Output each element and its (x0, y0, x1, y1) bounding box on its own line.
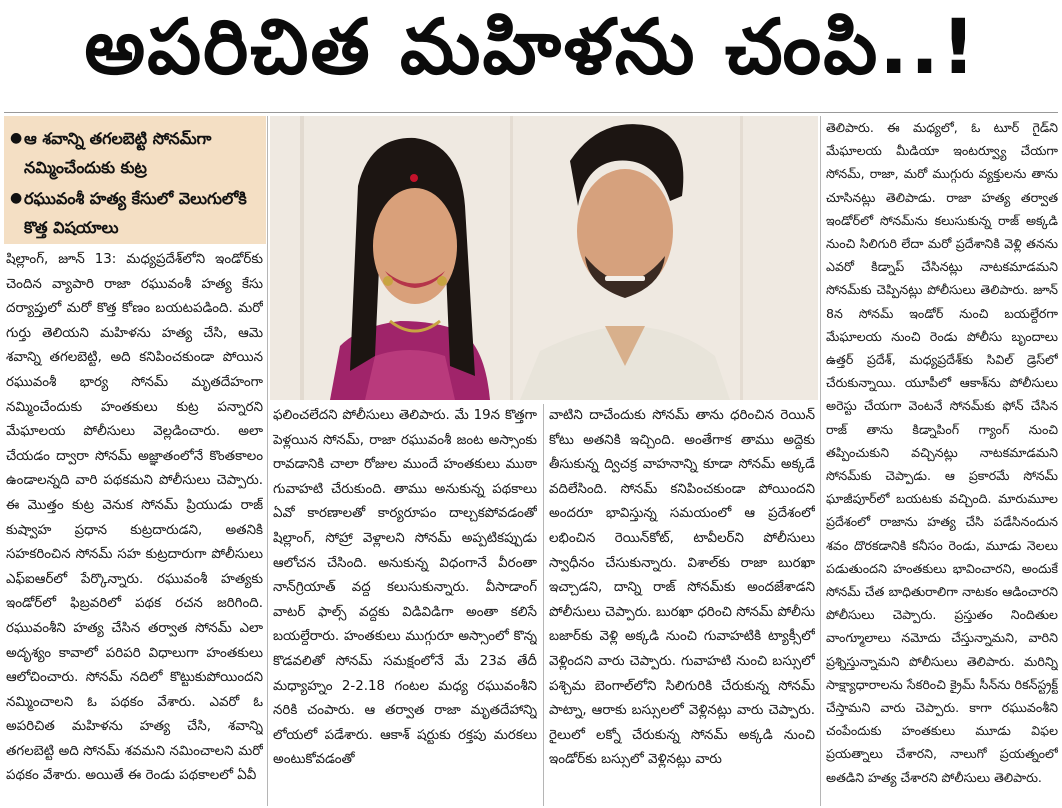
headline-rule (4, 112, 1058, 113)
bullet-icon: ● (10, 130, 23, 146)
article-column-4 (826, 116, 1058, 806)
highlight-item (10, 124, 260, 182)
column-divider (543, 404, 544, 806)
column-divider (267, 116, 268, 806)
article-text: ఫలించలేదని పోలీసులు తెలిపారు. మే 19న కొత్తగా పెళ్లయిన సోనమ్, రాజా రఘువంశీ జంట అస్సాంకు రావడానికి చాలా రోజుల ముందే హంతకులు ముఠా గువాహటి చేరుకుంది. తాము అనుకున్న పథకాలు ఏవో కారణాలతో కార్యరూపం దాల్చకపోవడంతో షిల్లాంగ్, సోహ్రా వెళ్లాలని సోనమ్ అప్పటికప్పుడు ఆలోచన చేసింది. అనుకున్న విధంగానే వీరంతా నాన్‌గ్రియాత్ వద్ద కలుసుకున్నారు. వీసాడాంగ్ వాటర్ ఫాల్స్ వద్దకు విడివిడిగా అంతా కలిసే బయల్దేరారు. హంతకులు ముగ్గురూ అస్సాంలో కొన్న కొడవలితో సోనమ్ సమక్షంలోనే మే 23వ తేదీ మధ్యాహ్నం 2-2.18 గంటల మధ్య రఘువంశీని నరికి చంపారు. ఆ తర్వాత రాజా మృతదేహాన్ని లోయలో పడేశారు. ఆకాశ్ షర్టుకు రక్తపు మరకలు అంటుకోవడంతో (273, 408, 537, 768)
column-divider (820, 116, 821, 806)
highlights-box (4, 116, 266, 244)
article-text: షిల్లాంగ్, జూన్ 13: మధ్యప్రదేశ్‌లోని ఇండోర్‌కు చెందిన వ్యాపారి రాజా రఘువంశీ హత్య కేసు దర్యాప్తులో మరో కొత్త కోణం బయటపడింది. మరో గుర్తు తెలియని మహిళను హత్య చేసి, ఆమె శవాన్ని తగలబెట్టి, అది కనిపించకుండా పోయిన రఘువంశీ భార్య సోనమ్ మృతదేహంగా నమ్మించేందుకు హంతకులు కుట్ర పన్నారని మేఘాలయ పోలీసులు వెల్లడించారు. అలా చేయడం ద్వారా సోనమ్ అజ్ఞాతంలోనే కొంతకాలం ఉండాలన్నది వారి పథకమని పోలీసులు చెప్పారు. ఈ మొత్తం కుట్ర వెనుక సోనమ్ ప్రియుడు రాజ్ కుష్వాహ ప్రధాన కుట్రదారుడని, అతనికి సహకరించిన సోనమ్ సహ కుట్రదారుగా పోలీసులు ఎఫ్ఐఆర్‌లో పేర్కొన్నారు. రఘువంశీ హత్యకు ఇండోర్‌లో ఫిబ్రవరిలో పథక రచన జరిగింది. రఘువంశీని హత్య చేసిన తర్వాత సోనమ్ ఎలా అదృశ్యం కావాలో పరిపరి విధాలుగా హంతకులు ఆలోచించారు. సోనమ్ నదిలో కొట్టుకుపోయిందని నమ్మించాలని ఓ పథకం వేశారు. ఎవరో ఓ అపరిచిత మహిళను హత్య చేసి, శవాన్ని తగలబెట్టి అది సోనమ్ శవమని నమించాలని మరో పథకం వేశారు. అయితే ఈ రెండు పథకాలలో ఏవీ (6, 252, 263, 784)
couple-photo (270, 116, 818, 400)
article-column-1 (6, 248, 263, 806)
photo-illustration (270, 116, 818, 400)
article-text: తెలిపారు. ఈ మధ్యలో, ఓ టూర్ గైడ్‌ని మేఘాలయ మీడియా ఇంటర్వ్యూ చేయగా సోనమ్, రాజా, మరో ముగ్గురు వ్యక్తులను తాను చూసినట్లు తెలిపాడు. రాజా హత్య తర్వాత ఇండోర్‌లో సోనమ్‌ను కలుసుకున్న రాజ్ అక్కడి నుంచి సిలిగురి లేదా మరో ప్రదేశానికి వెళ్లి తనను ఎవరో కిడ్నాప్ చేసినట్లు నాటకమాడమని సోనమ్‌కు చెప్పినట్లు పోలీసులు తెలిపారు. జూన్ 8న సోనమ్ ఇండోర్ నుంచి బయల్దేరగా మేఘాలయ నుంచి రెండు పోలీసు బృందాలు ఉత్తర్ ప్రదేశ్, మధ్యప్రదేశ్‌కు సివిల్ డ్రెస్‌లో చేరుకున్నాయి. యూపీలో ఆకాశ్‌ను పోలీసులు అరెస్టు చేయగా వెంటనే సోనమ్‌కు ఫోన్ చేసిన రాజ్ తాను కిడ్నాపింగ్ గ్యాంగ్ నుంచి తప్పించుకుని వచ్చినట్లు నాటకమాడమని సోనమ్‌కు చెప్పాడు. ఆ ప్రకారమే సోనమ్ ఘాజీపూర్‌లో బయటకు వచ్చింది. మారుమూల ప్రదేశంలో రాజాను హత్య చేసి పడేసినందున శవం దొరకడానికి కనీసం రెండు, మూడు నెలలు పడుతుందని హంతకులు భావించారని, అందుకే సోనమ్ చేత బాధితురాలిగా నాటకం ఆడించారని పోలీసులు చెప్పారు. ప్రస్తుతం నిందితుల వాంగ్మూలాలు నమోదు చేస్తున్నామని, వారిని ప్రశ్నిస్తున్నామని పోలీసులు తెలిపారు. మరిన్ని సాక్ష్యాధారాలను సేకరించి క్రైమ్ సీన్‌ను రికన్‌స్ట్రక్ట్ చేస్తామని వారు చెప్పారు. కాగా రఘువంశీని చంపేందుకు హంతకులు మూడు విఫల ప్రయత్నాలు చేశారని, నాలుగో ప్రయత్నంలో అతడిని హత్య చేశారని పోలీసులు తెలిపారు. (826, 120, 1058, 785)
article-column-3 (549, 404, 815, 806)
highlight-text: రఘువంశీ హత్య కేసులో వెలుగులోకి కొత్త విషయాలు (24, 189, 247, 237)
article-text: వాటిని దాచేందుకు సోనమ్ తాను ధరించిన రెయిన్ కోటు అతనికి ఇచ్చింది. అంతేగాక తాము అద్దెకు తీసుకున్న ద్విచక్ర వాహనాన్ని కూడా సోనమ్ అక్కడే వదిలేసింది. సోనమ్ కనిపించకుండా పోయిందని అందరూ భావిస్తున్న సమయంలో ఆ ప్రదేశంలో లభించిన రెయిన్‌కోట్, టావీలర్‌ని పోలీసులు స్వాధీనం చేసుకున్నారు. విశాల్‌కు రాజా బురఖా ఇచ్చాడని, దాన్ని రాజ్ సోనమ్‌కు అందజేశాడని పోలీసులు చెప్పారు. బురఖా ధరించి సోనమ్ పోలీసు బజార్‌కు వెళ్లి అక్కడి నుంచి గువాహటికి ట్యాక్సీలో వెళ్లిందని వారు చెప్పారు. గువాహటి నుంచి బస్సులో పశ్చిమ బెంగాల్‌లోని సిలిగురికి చేరుకున్న సోనమ్ పాట్నా, ఆరాకు బస్సులలో వెళ్లినట్లు వారు చెప్పారు. రైలులో లక్నో చేరుకున్న సోనమ్ అక్కడి నుంచి ఇండోర్‌కు బస్సులో వెళ్లినట్లు వారు (549, 408, 815, 768)
headline: అపరిచిత మహిళను చంపి..! (84, 2, 978, 91)
highlight-text: ఆ శవాన్ని తగలబెట్టి సోనమ్‌గా నమ్మించేందుకు కుట్ర (24, 129, 212, 177)
article-column-2 (273, 404, 537, 806)
highlight-item (10, 184, 260, 242)
bullet-icon: ● (10, 190, 23, 206)
